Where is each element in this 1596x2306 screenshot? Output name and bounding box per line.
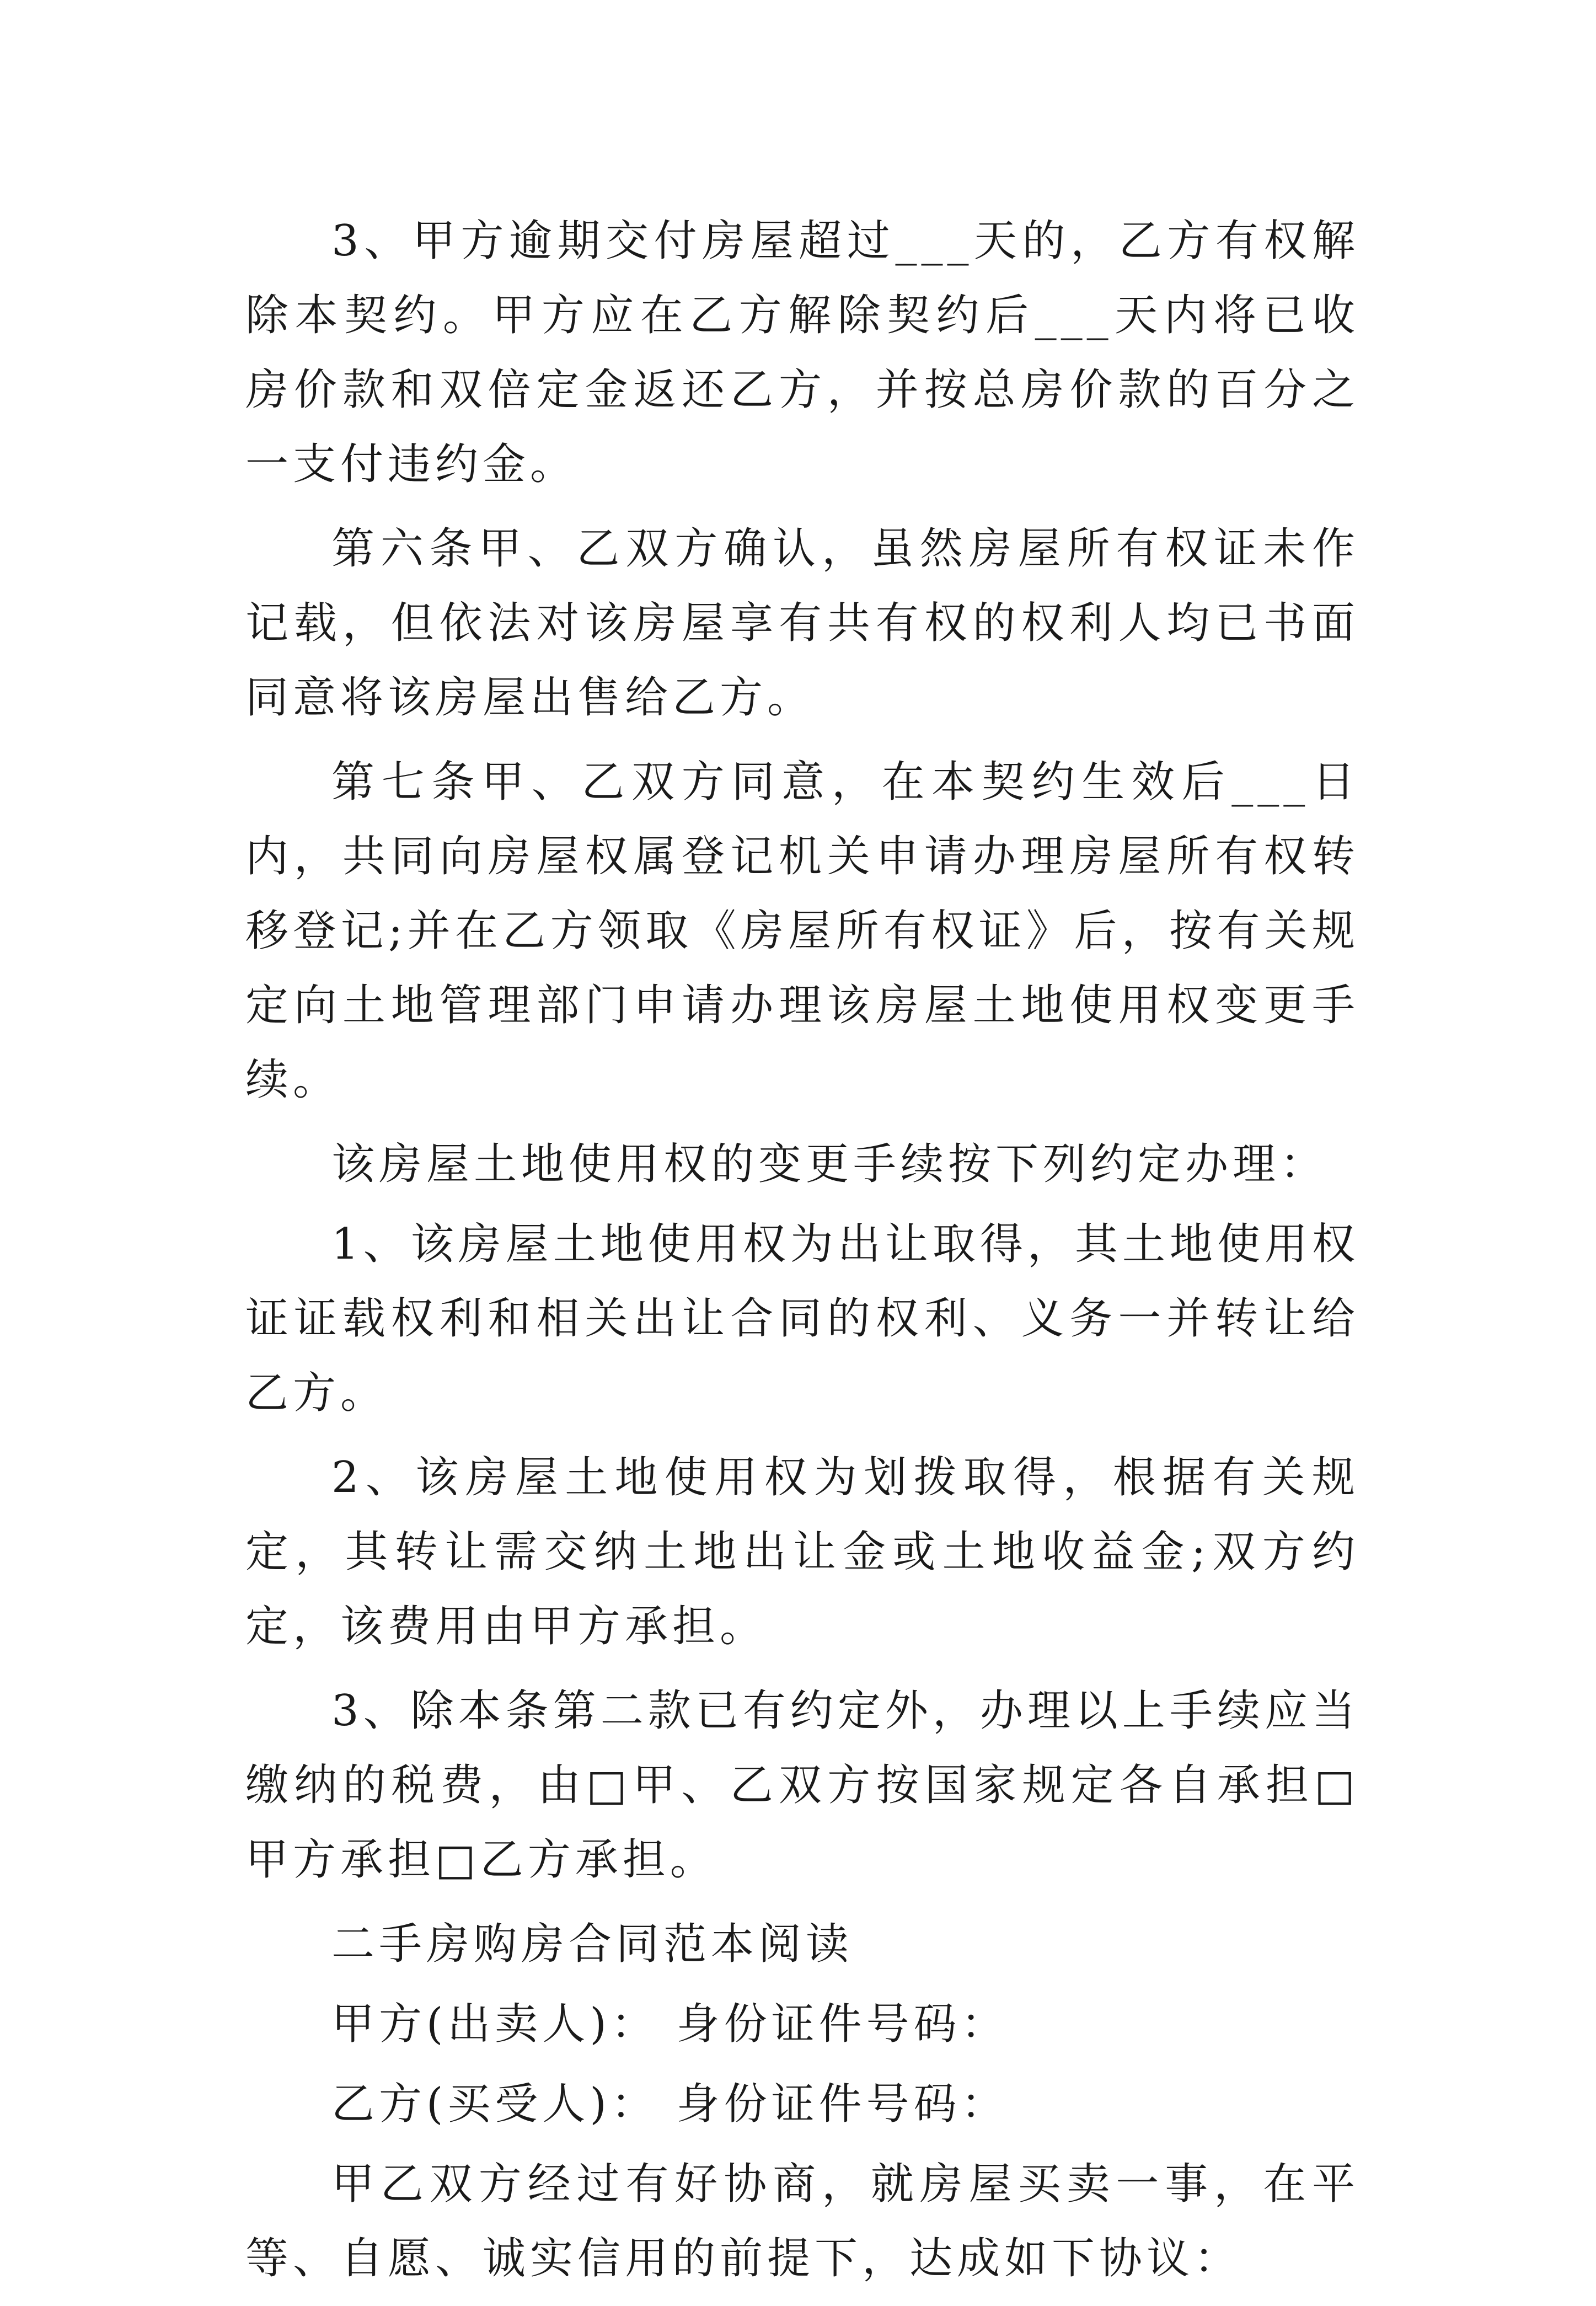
party-b-line: 乙方(买受人)： 身份证件号码： — [331, 2079, 1009, 2129]
document-body — [245, 204, 1359, 2306]
paragraph-land-use-item-3: 3、除本条第二款已有约定外，办理以上手续应当缴纳的税费，由□甲、乙双方按国家规定各自承担□甲方承担□乙方承担。 — [245, 1686, 1359, 1885]
paragraph-agreement-intro: 甲乙双方经过有好协商，就房屋买卖一事，在平等、自愿、诚实信用的前提下，达成如下协议： — [245, 2159, 1359, 2283]
paragraph-land-use-item-2: 2、该房屋土地使用权为划拨取得，根据有关规定，其转让需交纳土地出让金或土地收益金;双方约定，该费用由甲方承担。 — [245, 1453, 1359, 1651]
paragraph-land-use-intro: 该房屋土地使用权的变更手续按下列约定办理： — [331, 1139, 1328, 1189]
paragraph-clause-3-late-delivery: 3、甲方逾期交付房屋超过___天的，乙方有权解除本契约。甲方应在乙方解除契约后___天内将已收房价款和双倍定金返还乙方，并按总房价款的百分之一支付违约金。 — [245, 216, 1359, 489]
party-a-line: 甲方(出卖人)： 身份证件号码： — [331, 1999, 1009, 2049]
paragraph-land-use-item-1: 1、该房屋土地使用权为出让取得，其土地使用权证证载权利和相关出让合同的权利、义务一并转让给乙方。 — [245, 1219, 1359, 1418]
paragraph-article-7: 第七条甲、乙双方同意，在本契约生效后___日内，共同向房屋权属登记机关申请办理房屋所有权转移登记;并在乙方领取《房屋所有权证》后，按有关规定向土地管理部门申请办理该房屋土地使用权变更手续。 — [245, 757, 1359, 1105]
section-title-contract-sample: 二手房购房合同范本阅读 — [331, 1919, 854, 1969]
paragraph-article-6: 第六条甲、乙双方确认，虽然房屋所有权证未作记载，但依法对该房屋享有共有权的权利人均已书面同意将该房屋出售给乙方。 — [245, 524, 1359, 723]
